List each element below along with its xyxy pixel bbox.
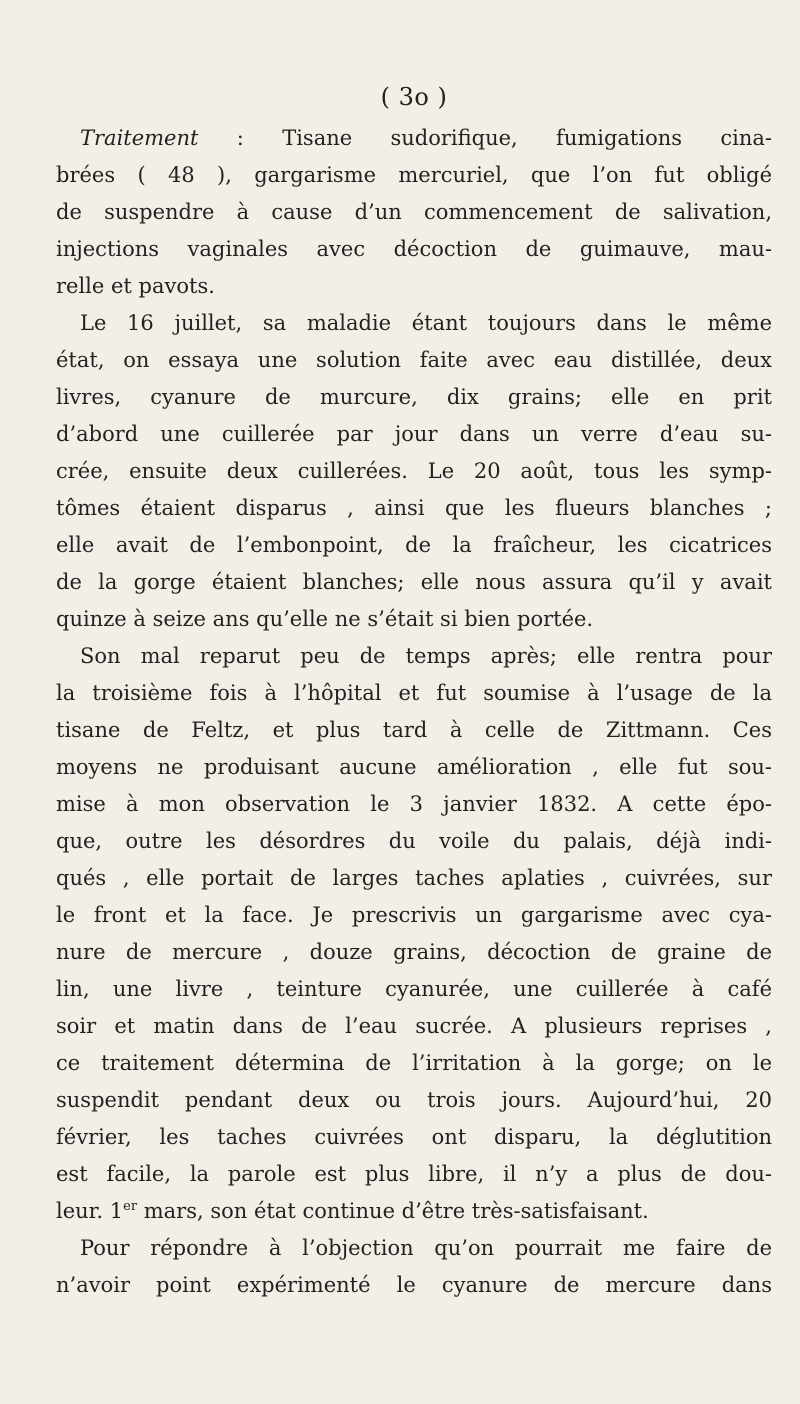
text-line: suspendit pendant deux ou trois jours. Aujourd’hui, 20: [56, 1088, 772, 1112]
line-text: : Tisane sudorifique, fumigations cina-: [198, 126, 772, 150]
text-line: crée, ensuite deux cuillerées. Le 20 août, tous les symp-: [56, 459, 772, 483]
text-line: février, les taches cuivrées ont disparu, la déglutition: [56, 1125, 772, 1149]
text-line: de la gorge étaient blanches; elle nous assura qu’il y avait: [56, 570, 772, 594]
text-line: injections vaginales avec décoction de guimauve, mau-: [56, 237, 772, 261]
text-line: [56, 120, 772, 157]
text-line: de suspendre à cause d’un commencement de salivation,: [56, 200, 772, 224]
text-line: Pour répondre à l’objection qu’on pourrait me faire de: [80, 1236, 772, 1260]
text-line: Le 16 juillet, sa maladie étant toujours dans le même: [80, 311, 772, 335]
text-line: tômes étaient disparus , ainsi que les flueurs blanches ;: [56, 496, 772, 520]
text-line: relle et pavots.: [56, 274, 215, 298]
text-line: ce traitement détermina de l’irritation à la gorge; on le: [56, 1051, 772, 1075]
text-line: livres, cyanure de murcure, dix grains; elle en prit: [56, 385, 772, 409]
text-line: [56, 1193, 772, 1230]
text-line: soir et matin dans de l’eau sucrée. A plusieurs reprises ,: [56, 1014, 772, 1038]
text-line: qués , elle portait de larges taches aplaties , cuivrées, sur: [56, 866, 772, 890]
page-number: ( 3o ): [380, 83, 448, 111]
text-line: moyens ne produisant aucune amélioration , elle fut sou-: [56, 755, 772, 779]
superscript: er: [123, 1199, 138, 1214]
italic-heading: Traitement: [80, 126, 199, 150]
text-line: n’avoir point expérimenté le cyanure de mercure dans: [56, 1273, 772, 1297]
text-line: lin, une livre , teinture cyanurée, une cuillerée à café: [56, 977, 772, 1001]
text-line: Son mal reparut peu de temps après; elle rentra pour: [80, 644, 772, 668]
text-line: elle avait de l’embonpoint, de la fraîcheur, les cicatrices: [56, 533, 772, 557]
text-line: est facile, la parole est plus libre, il n’y a plus de dou-: [56, 1162, 772, 1186]
text-line: que, outre les désordres du voile du palais, déjà indi-: [56, 829, 772, 853]
text-line: tisane de Feltz, et plus tard à celle de Zittmann. Ces: [56, 718, 772, 742]
text-line: mise à mon observation le 3 janvier 1832. A cette épo-: [56, 792, 772, 816]
text-line: quinze à seize ans qu’elle ne s’était si bien portée.: [56, 607, 594, 631]
text-line: brées ( 48 ), gargarisme mercuriel, que l’on fut obligé: [56, 163, 772, 187]
text-line: nure de mercure , douze grains, décoction de graine de: [56, 940, 772, 964]
text-line: le front et la face. Je prescrivis un gargarisme avec cya-: [56, 903, 772, 927]
text-line: état, on essaya une solution faite avec eau distillée, deux: [56, 348, 772, 372]
line-text: leur. 1: [56, 1199, 124, 1223]
text-line: la troisième fois à l’hôpital et fut soumise à l’usage de la: [56, 681, 772, 705]
line-text: mars, son état continue d’être très-satisfaisant.: [137, 1199, 649, 1223]
body-text: [56, 120, 772, 1304]
text-line: d’abord une cuillerée par jour dans un verre d’eau su-: [56, 422, 772, 446]
